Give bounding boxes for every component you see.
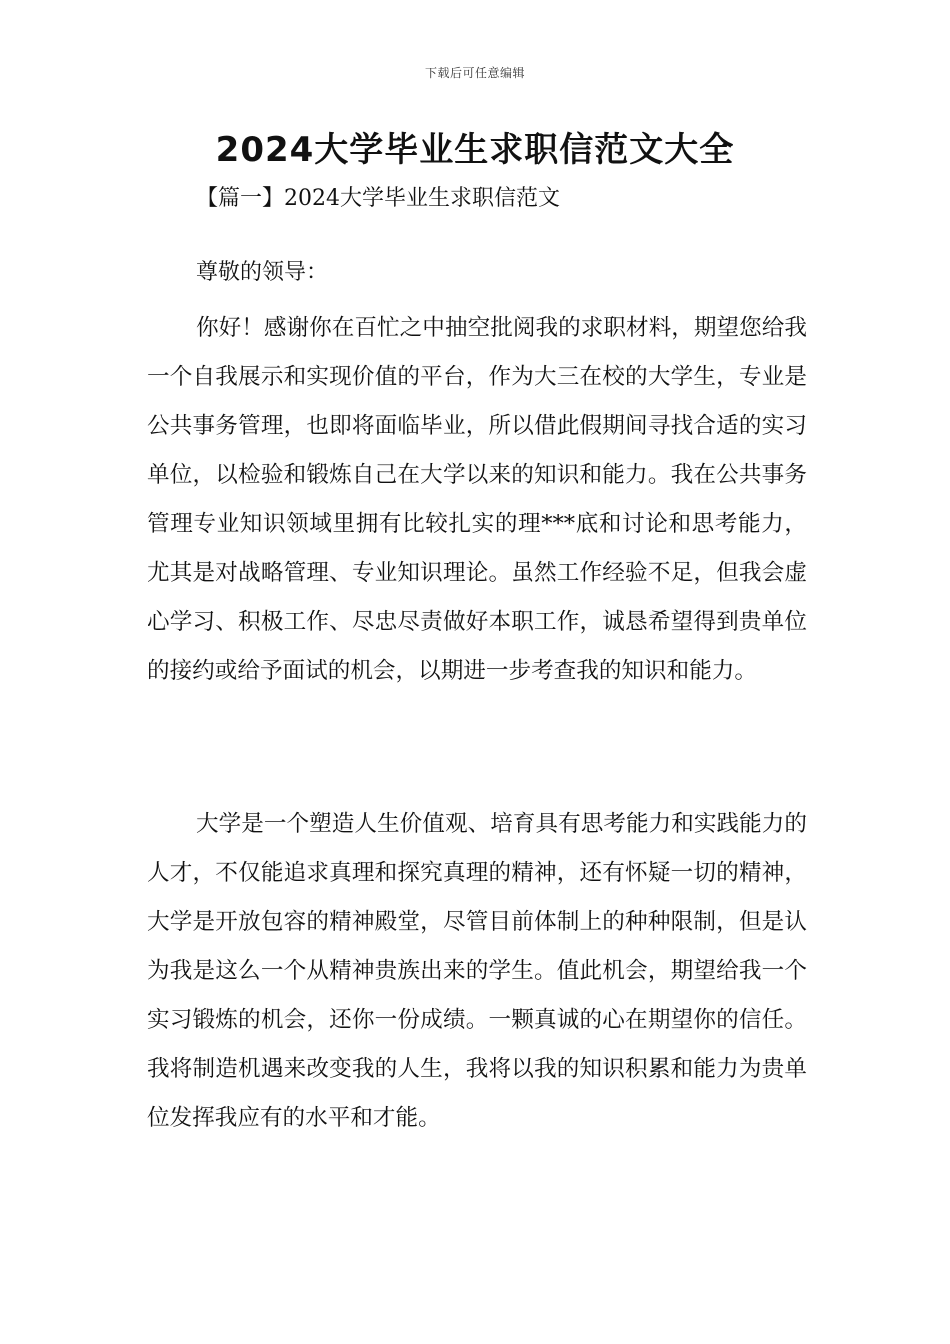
salutation: 尊敬的领导： xyxy=(196,260,329,285)
body-paragraph: 大学是一个塑造人生价值观、培育具有思考能力和实践能力的人才，不仅能追求真理和探究真理的精神，还有怀疑一切的精神，大学是开放包容的精神殿堂，尽管目前体制上的种种限制，但是认为我是这么一个从精神贵族出来的学生。值此机会，期望给我一个实习锻炼的机会，还你一份成绩。一颗真诚的心在期望你的信任。我将制造机遇来改变我的人生，我将以我的知识积累和能力为贵单位发挥我应有的水平和才能。 xyxy=(147,811,807,1131)
header-note: 下载后可任意编辑 xyxy=(424,66,525,80)
section-heading: 【篇一】2024大学毕业生求职信范文 xyxy=(196,186,560,211)
body-paragraph: 你好！感谢你在百忙之中抽空批阅我的求职材料，期望您给我一个自我展示和实现价值的平台，作为大三在校的大学生，专业是公共事务管理，也即将面临毕业，所以借此假期间寻找合适的实习单位，以检验和锻炼自己在大学以来的知识和能力。我在公共事务管理专业知识领域里拥有比较扎实的理***底和讨论和思考能力，尤其是对战略管理、专业知识理论。虽然工作经验不足，但我会虚心学习、积极工作、尽忠尽责做好本职工作，诚恳希望得到贵单位的接约或给予面试的机会，以期进一步考查我的知识和能力。 xyxy=(147,315,807,684)
document-title: 2024大学毕业生求职信范文大全 xyxy=(215,130,735,170)
